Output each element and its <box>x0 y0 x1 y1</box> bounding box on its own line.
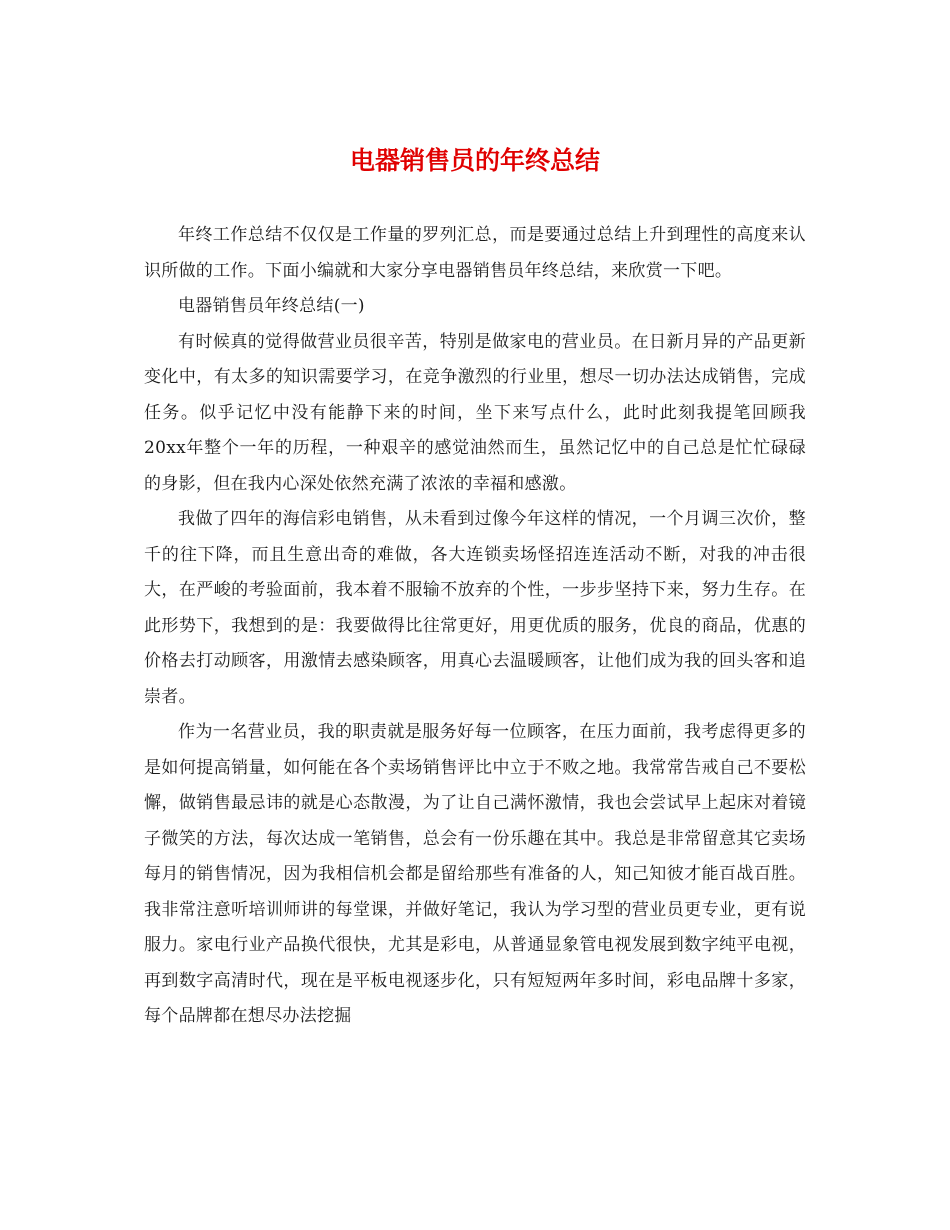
paragraph: 我做了四年的海信彩电销售，从未看到过像今年这样的情况，一个月调三次价，整千的往下降，而且生意出奇的难做，各大连锁卖场怪招连连活动不断，对我的冲击很大，在严峻的考验面前，我本着不服输不放弃的个性，一步步坚持下来，努力生存。在此形势下，我想到的是：我要做得比往常更好，用更优质的服务，优良的商品，优惠的价格去打动顾客，用激情去感染顾客，用真心去温暖顾客，让他们成为我的回头客和追崇者。 <box>144 509 806 707</box>
paragraph: 有时候真的觉得做营业员很辛苦，特别是做家电的营业员。在日新月异的产品更新变化中，有太多的知识需要学习，在竞争激烈的行业里，想尽一切办法达成销售，完成任务。似乎记忆中没有能静下来的时间，坐下来写点什么，此时此刻我提笔回顾我20xx年整个一年的历程，一种艰辛的感觉油然而生，虽然记忆中的自己总是忙忙碌碌的身影，但在我内心深处依然充满了浓浓的幸福和感激。 <box>144 331 806 494</box>
section-heading: 电器销售员年终总结(一) <box>178 296 365 316</box>
document-body <box>144 218 806 1035</box>
paragraph-intro: 年终工作总结不仅仅是工作量的罗列汇总，而是要通过总结上升到理性的高度来认识所做的工作。下面小编就和大家分享电器销售员年终总结，来欣赏一下吧。 <box>144 225 806 281</box>
paragraph: 作为一名营业员，我的职责就是服务好每一位顾客，在压力面前，我考虑得更多的是如何提高销量，如何能在各个卖场销售评比中立于不败之地。我常常告戒自己不要松懈，做销售最忌讳的就是心态散漫，为了让自己满怀激情，我也会尝试早上起床对着镜子微笑的方法，每次达成一笔销售，总会有一份乐趣在其中。我总是非常留意其它卖场每月的销售情况，因为我相信机会都是留给那些有准备的人，知己知彼才能百战百胜。我非常注意听培训师讲的每堂课，并做好笔记，我认为学习型的营业员更专业，更有说服力。家电行业产品换代很快，尤其是彩电，从普通显象管电视发展到数字纯平电视，再到数字高清时代，现在是平板电视逐步化，只有短短两年多时间，彩电品牌十多家，每个品牌都在想尽办法挖掘 <box>144 722 806 1026</box>
document-title: 电器销售员的年终总结 <box>349 146 600 175</box>
